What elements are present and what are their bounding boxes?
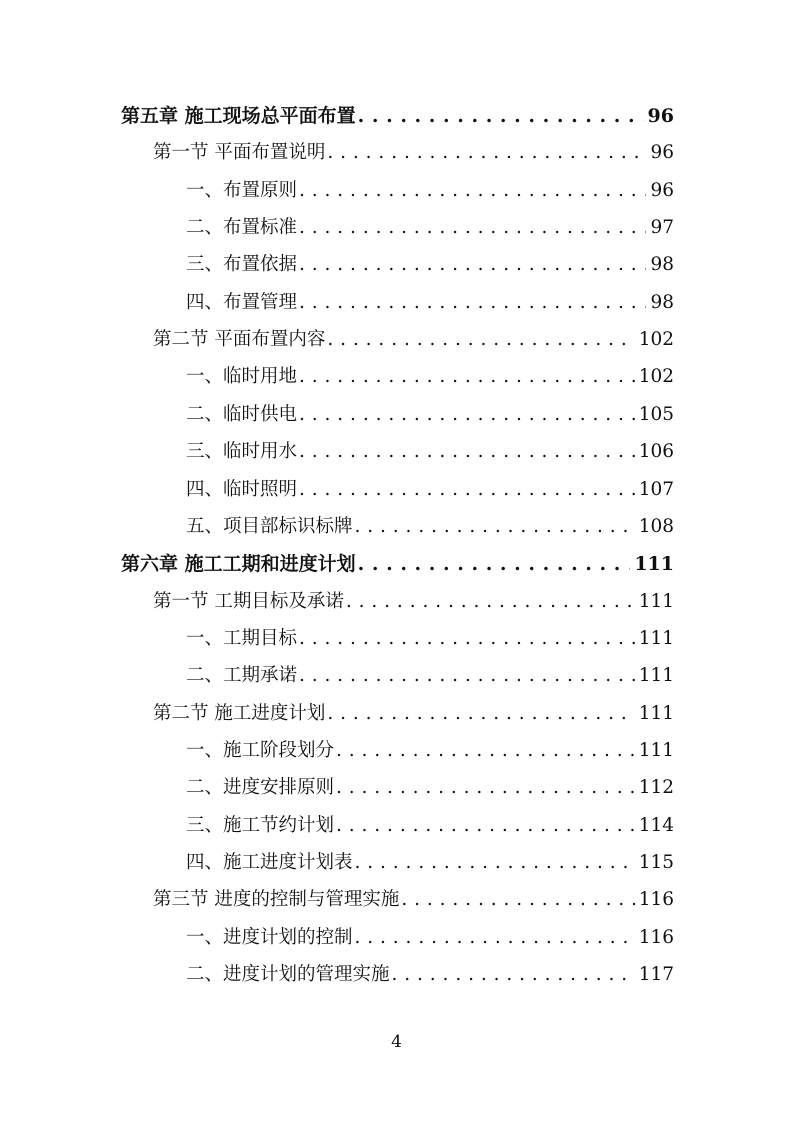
toc-entry-title: 第二节 平面布置内容 bbox=[153, 329, 326, 351]
toc-entry-page: 96 bbox=[647, 105, 674, 127]
toc-dot-leader bbox=[355, 512, 635, 542]
toc-entry-page: 105 bbox=[638, 403, 674, 425]
toc-subsection-entry[interactable] bbox=[186, 661, 674, 691]
toc-entry-title: 第一节 工期目标及承诺 bbox=[153, 590, 344, 612]
toc-subsection-entry[interactable] bbox=[186, 811, 674, 841]
toc-subsection-entry[interactable] bbox=[186, 475, 674, 505]
toc-subsection-entry[interactable] bbox=[186, 923, 674, 953]
toc-entry-page: 116 bbox=[638, 926, 674, 948]
toc-section-entry[interactable] bbox=[153, 138, 674, 168]
toc-entry-title: 二、临时供电 bbox=[186, 403, 298, 425]
toc-subsection-entry[interactable] bbox=[186, 848, 674, 878]
toc-entry-title: 一、临时用地 bbox=[186, 366, 298, 388]
toc-dot-leader bbox=[299, 661, 635, 691]
toc-dot-leader bbox=[327, 138, 646, 168]
toc-entry-page: 111 bbox=[638, 739, 674, 761]
toc-entry-page: 111 bbox=[634, 553, 674, 576]
toc-entry-title: 一、施工阶段划分 bbox=[186, 739, 335, 761]
toc-dot-leader bbox=[299, 437, 635, 467]
toc-entry-title: 一、布置原则 bbox=[186, 179, 298, 201]
toc-entry-page: 112 bbox=[638, 777, 674, 799]
toc-dot-leader bbox=[336, 736, 635, 766]
toc-entry-page: 102 bbox=[638, 366, 674, 388]
toc-dot-leader bbox=[299, 624, 635, 654]
toc-entry-title: 三、布置依据 bbox=[186, 254, 298, 276]
toc-entry-page: 108 bbox=[638, 515, 674, 537]
toc-dot-leader bbox=[392, 960, 635, 990]
toc-entry-title: 一、工期目标 bbox=[186, 627, 298, 649]
toc-chapter-entry[interactable] bbox=[121, 101, 674, 131]
toc-entry-title: 四、临时照明 bbox=[186, 478, 298, 500]
toc-subsection-entry[interactable] bbox=[186, 288, 674, 318]
toc-entry-title: 三、施工节约计划 bbox=[186, 814, 335, 836]
toc-entry-page: 111 bbox=[638, 590, 674, 612]
toc-subsection-entry[interactable] bbox=[186, 250, 674, 280]
toc-dot-leader bbox=[299, 250, 646, 280]
toc-entry-title: 一、进度计划的控制 bbox=[186, 926, 353, 948]
toc-entry-page: 111 bbox=[638, 702, 674, 724]
toc-section-entry[interactable] bbox=[153, 587, 674, 617]
toc-entry-page: 115 bbox=[638, 852, 674, 873]
toc-section-entry[interactable] bbox=[153, 699, 674, 729]
toc-entry-page: 111 bbox=[638, 627, 674, 649]
toc-entry-title: 第二节 施工进度计划 bbox=[153, 702, 326, 724]
toc-chapter-entry[interactable] bbox=[121, 549, 674, 579]
toc-dot-leader bbox=[358, 101, 644, 131]
toc-entry-page: 102 bbox=[638, 329, 674, 351]
toc-entry-title: 五、项目部标识标牌 bbox=[186, 515, 353, 537]
toc-entry-title: 第三节 进度的控制与管理实施 bbox=[153, 889, 400, 911]
toc-dot-leader bbox=[299, 362, 635, 392]
toc-subsection-entry[interactable] bbox=[186, 773, 674, 803]
toc-dot-leader bbox=[346, 587, 635, 617]
toc-entry-title: 二、进度安排原则 bbox=[186, 777, 335, 799]
toc-section-entry[interactable] bbox=[153, 325, 674, 355]
toc-dot-leader bbox=[299, 288, 646, 318]
toc-entry-page: 114 bbox=[638, 814, 674, 836]
toc-dot-leader bbox=[327, 325, 634, 355]
toc-entry-page: 98 bbox=[650, 291, 674, 313]
toc-entry-page: 111 bbox=[638, 665, 674, 687]
toc-entry-title: 二、进度计划的管理实施 bbox=[186, 964, 390, 986]
toc-dot-leader bbox=[299, 400, 635, 430]
toc-subsection-entry[interactable] bbox=[186, 176, 674, 206]
toc-entry-title: 三、临时用水 bbox=[186, 441, 298, 463]
toc-subsection-entry[interactable] bbox=[186, 512, 674, 542]
toc-subsection-entry[interactable] bbox=[186, 437, 674, 467]
toc-entry-title: 二、布置标准 bbox=[186, 217, 298, 239]
toc-dot-leader bbox=[358, 549, 631, 579]
toc-subsection-entry[interactable] bbox=[186, 624, 674, 654]
toc-entry-title: 第一节 平面布置说明 bbox=[153, 142, 326, 164]
toc-entry-page: 106 bbox=[638, 441, 674, 463]
toc-subsection-entry[interactable] bbox=[186, 960, 674, 990]
toc-dot-leader bbox=[336, 773, 635, 803]
toc-entry-title: 四、施工进度计划表 bbox=[186, 852, 353, 873]
toc-dot-leader bbox=[355, 848, 635, 878]
toc-entry-title: 第六章 施工工期和进度计划 bbox=[121, 553, 356, 576]
toc-dot-leader bbox=[299, 213, 646, 243]
toc-dot-leader bbox=[299, 475, 635, 505]
toc-dot-leader bbox=[355, 923, 635, 953]
toc-dot-leader bbox=[336, 811, 635, 841]
toc-subsection-entry[interactable] bbox=[186, 400, 674, 430]
toc-entry-page: 97 bbox=[650, 217, 674, 239]
toc-subsection-entry[interactable] bbox=[186, 213, 674, 243]
toc-entry-page: 117 bbox=[638, 964, 674, 986]
toc-entry-page: 96 bbox=[650, 179, 674, 201]
toc-entry-title: 二、工期承诺 bbox=[186, 665, 298, 687]
toc-entry-page: 116 bbox=[638, 889, 674, 911]
toc-dot-leader bbox=[401, 885, 634, 915]
toc-entry-page: 98 bbox=[650, 254, 674, 276]
toc-subsection-entry[interactable] bbox=[186, 736, 674, 766]
toc-entry-page: 96 bbox=[650, 142, 674, 164]
toc-dot-leader bbox=[299, 176, 646, 206]
page-number: 4 bbox=[391, 1032, 402, 1052]
toc-section-entry[interactable] bbox=[153, 885, 674, 915]
toc-entry-page: 107 bbox=[638, 478, 674, 500]
toc-entry-title: 四、布置管理 bbox=[186, 291, 298, 313]
toc-dot-leader bbox=[327, 699, 634, 729]
toc-subsection-entry[interactable] bbox=[186, 362, 674, 392]
toc-entry-title: 第五章 施工现场总平面布置 bbox=[121, 105, 356, 127]
